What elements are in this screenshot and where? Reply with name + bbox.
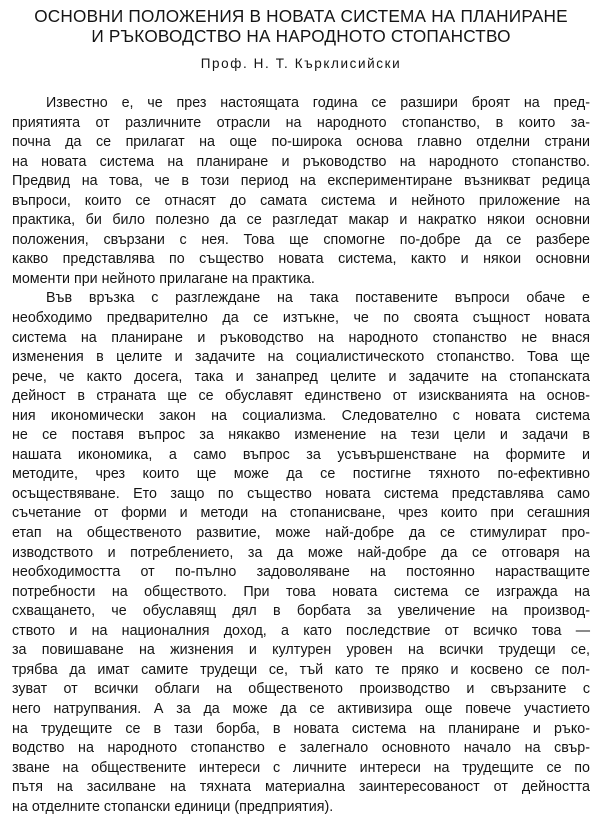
- text-line: необходимостта от по-пълно задоволяване на постоянно нарастващите: [12, 564, 590, 581]
- text-line: моменти при нейното прилагане на практика.: [12, 270, 315, 287]
- text-line: приятията от различните отрасли на народното стопанство, в които за-: [12, 114, 590, 131]
- text-line: зване на обществените интереси с личните интереси на трудещите се по: [12, 759, 590, 776]
- text-line: ството и на националния доход, а като последствие от всичко това —: [12, 622, 590, 639]
- title-line: И РЪКОВОДСТВО НА НАРОДНОТО СТОПАНСТВО: [91, 26, 511, 46]
- text-line: водство на народното стопанство е залегнало основното начало на свър-: [12, 740, 590, 757]
- author-name: Проф. Н. Т. Кърклисийски: [200, 56, 402, 71]
- text-line: на отделните стопански единици (предприятия).: [12, 798, 334, 815]
- text-line: на трудещите се в тази борба, в новата система на планиране и ръко-: [12, 720, 590, 737]
- text-line: за повишаване на жизнения и културен уровен на всички трудещи се,: [12, 642, 590, 659]
- text-line: съчетание от форми и методи на стопанисване, чрез които при сегашния: [12, 505, 590, 522]
- text-line: изменения в целите и задачите на социалистическото стопанство. Това ще: [12, 349, 590, 366]
- text-line: потребности на обществото. При това новата система се изгражда на: [12, 583, 590, 600]
- text-line: ния икономически закон на социализма. Следователно с новата система: [12, 407, 590, 424]
- text-line: пътя на засилване на тяхната материална заинтересованост от дейността: [12, 779, 590, 796]
- text-line: зуват от всички облаги на общественото производство и свързаните с: [12, 681, 590, 698]
- text-line: система на планиране и ръководство на народното стопанство не внася: [12, 329, 590, 346]
- text-line: практика, би било полезно да се разгледат макар и накратко някои основни: [12, 212, 590, 229]
- text-line: осъществяване. Ето защо по същество новата система представлява само: [12, 485, 590, 502]
- article-title: [12, 6, 590, 46]
- text-line: положения, свързани с нея. Това ще спомогне по-добре да се разбере: [12, 231, 590, 248]
- text-line: изводството и потреблението, за да може най-добре да се отговаря на: [12, 544, 590, 561]
- text-line: рече, че както досега, така и занапред целите и задачите на стопанската: [12, 368, 590, 385]
- text-line: на новата система на планиране и ръководство на народното стопанство.: [12, 153, 590, 170]
- paragraph-2: [12, 289, 590, 817]
- text-line: почна да се прилагат на още по-широка основа главно отделни страни: [12, 134, 590, 151]
- text-line: етап на общественото развитие, може най-добре да се стимулират про-: [12, 525, 590, 542]
- text-line: въпроси, които се отнасят до самата система и нейното приложение на: [12, 192, 590, 209]
- text-line: Предвид на това, че в този период на експериментиране възникват редица: [12, 173, 590, 190]
- paragraph-1: [12, 94, 590, 289]
- title-line: ОСНОВНИ ПОЛОЖЕНИЯ В НОВАТА СИСТЕМА НА ПЛАНИРАНЕ: [34, 6, 568, 26]
- text-line: него натрупвания. А за да може да се активизира още повече участието: [12, 700, 590, 717]
- text-line: дейност в страната ще се обуславят единствено от изискванията на основ-: [12, 388, 590, 405]
- text-line: не се поставя въпрос за някакво изменение на тези цели и задачи в: [12, 427, 590, 444]
- text-line: Известно е, че през настоящата година се разшири броят на пред-: [46, 95, 590, 111]
- text-line: какво представлява по същество новата система, както и някои основни: [12, 251, 590, 268]
- text-line: схващането, че обуславящ дял в борбата за увеличение на производ-: [12, 603, 590, 620]
- text-line: трябва да имат самите трудещи се, тъй като те пряко и косвено се пол-: [12, 661, 590, 678]
- text-line: необходимо предварително да се изтъкне, че по своята същност новата: [12, 310, 590, 327]
- text-line: методите, чрез които ще може да се постигне тяхното по-ефективно: [12, 466, 590, 483]
- text-line: нашата икономика, а само въпрос за усъвършенстване на формите и: [12, 446, 590, 463]
- text-line: Във връзка с разглеждане на така поставените въпроси обаче е: [46, 290, 590, 307]
- article-body: [12, 94, 590, 817]
